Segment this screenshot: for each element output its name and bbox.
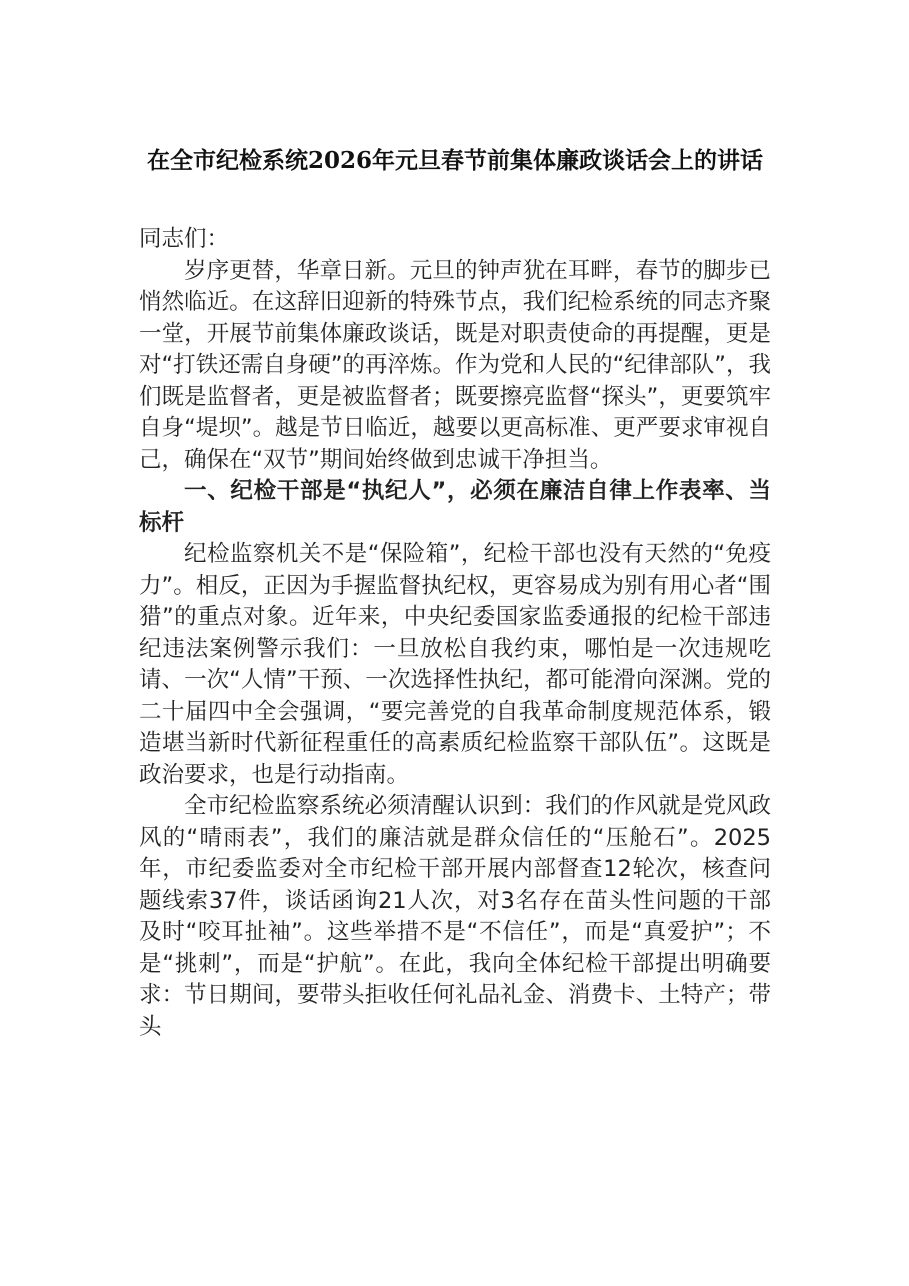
section-paragraph-1: 纪检监察机关不是“保险箱”，纪检干部也没有天然的“免疫力”。相反，正因为手握监督执纪权，更容易成为别有用心者“围猎”的重点对象。近年来，中央纪委国家监委通报的纪检干部违纪违法案例警示我们：一旦放松自我约束，哪怕是一次违规吃请、一次“人情”干预、一次选择性执纪，都可能滑向深渊。党的二十届四中全会强调，“要完善党的自我革命制度规范体系，锻造堪当新时代新征程重任的高素质纪检监察干部队伍”。这既是政治要求，也是行动指南。 (139, 541, 771, 788)
document-title: 在全市纪检系统2026年元旦春节前集体廉政谈话会上的讲话 (146, 147, 763, 174)
document-body (139, 224, 771, 1043)
intro-paragraph: 岁序更替，华章日新。元旦的钟声犹在耳畔，春节的脚步已悄然临近。在这辞旧迎新的特殊节点，我们纪检系统的同志齐聚一堂，开展节前集体廉政谈话，既是对职责使命的再提醒，更是对“打铁还需自身硬”的再淬炼。作为党和人民的“纪律部队”，我们既是监督者，更是被监督者；既要擦亮监督“探头”，更要筑牢自身“堤坝”。越是节日临近，越要以更高标准、更严要求审视自己，确保在“双节”期间始终做到忠诚干净担当。 (139, 257, 771, 473)
section-heading: 一、纪检干部是“执纪人”，必须在廉洁自律上作表率、当标杆 (139, 478, 771, 536)
section-paragraph-2: 全市纪检监察系统必须清醒认识到：我们的作风就是党风政风的“晴雨表”，我们的廉洁就是群众信任的“压舱石”。2025年，市纪委监委对全市纪检干部开展内部督查12轮次，核查问题线索37件，谈话函询21人次，对3名存在苗头性问题的干部及时“咬耳扯袖”。这些举措不是“不信任”，而是“真爱护”；不是“挑刺”，而是“护航”。在此，我向全体纪检干部提出明确要求：节日期间，要带头拒收任何礼品礼金、消费卡、土特产；带头 (139, 793, 771, 1040)
salutation: 同志们： (139, 226, 230, 252)
